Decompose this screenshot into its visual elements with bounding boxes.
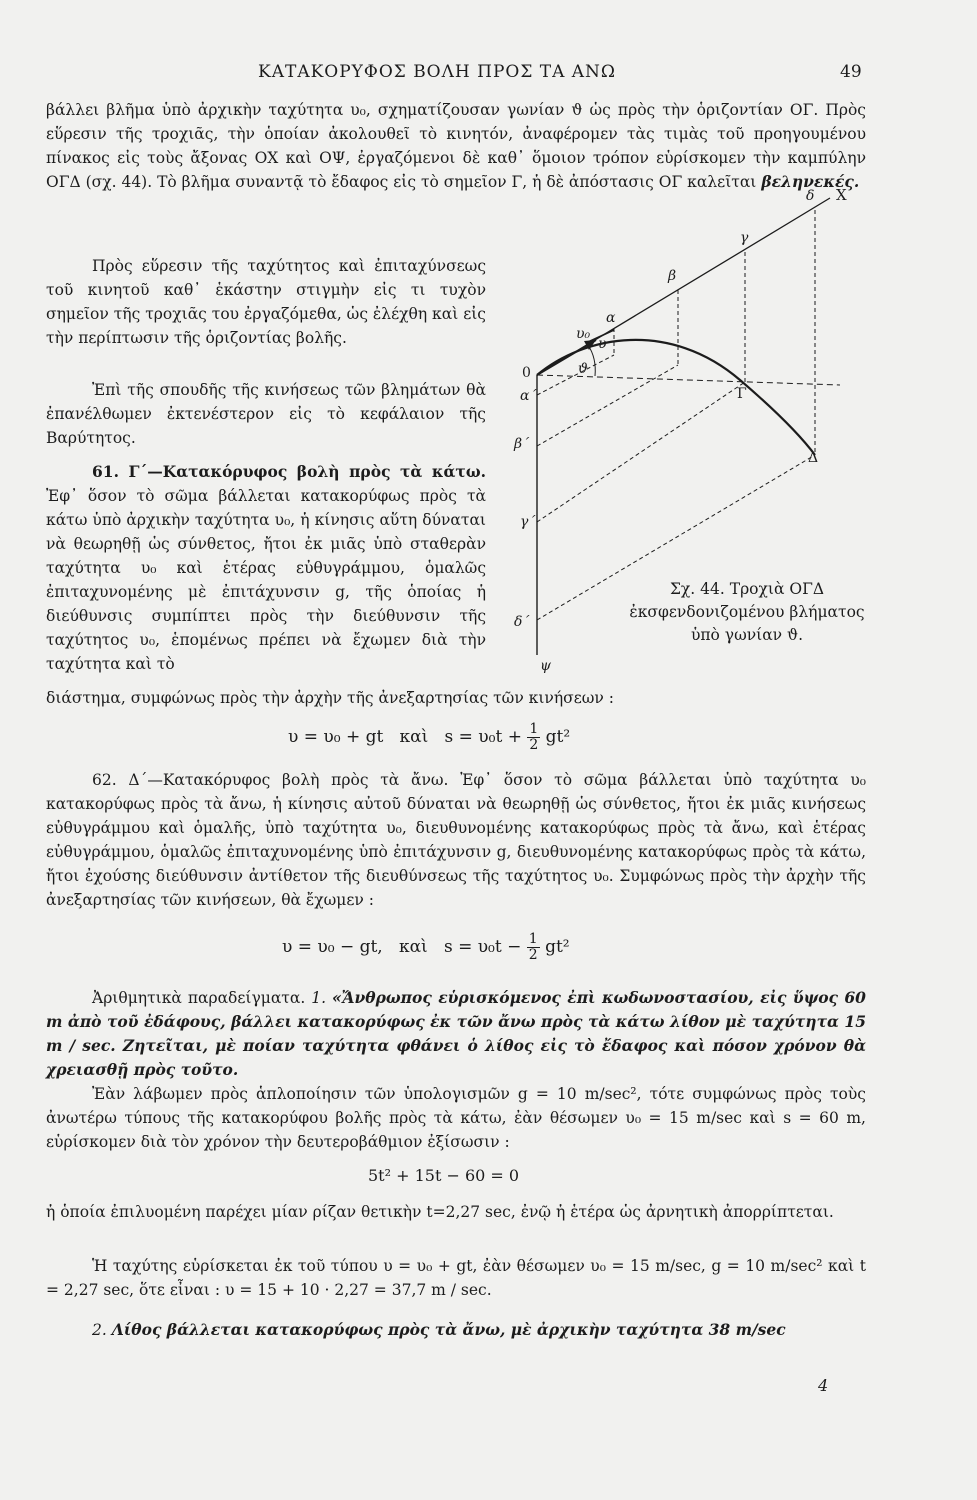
examples-lead: Ἀριθμητικὰ παραδείγματα. xyxy=(92,989,306,1007)
page-header xyxy=(0,62,977,90)
label-beta: β xyxy=(668,268,677,284)
formula-downward: υ = υ₀ + gt καὶ s = υ₀t + $\frac{1}{2}$ gt² xyxy=(288,721,571,753)
example-1-root: ἡ ὁποία ἐπιλυομένη παρέχει μίαν ρίζαν θετικὴν t=2,27 sec, ἐνῷ ἡ ἑτέρα ὡς ἀρνητικὴ ἀπορρίπτεται. xyxy=(46,1203,834,1221)
label-alpha: α xyxy=(606,310,616,326)
example-2-problem: Λίθος βάλλεται κατακορύφως πρὸς τὰ ἄνω, μὲ ἀρχικὴν ταχύτητα 38 m/sec xyxy=(111,1320,786,1339)
section-61 xyxy=(46,460,486,676)
example-1: Ἀριθμητικὰ παραδείγματα. 1. «Ἄνθρωπος εὑρισκόμενος ἐπὶ κωδωνοστασίου, εἰς ὕψος 60 m ἀπὸ τοῦ ἐδάφους, βάλλει κατακορύφως ἐκ τῶν ἄνω πρὸς τὰ κάτω λίθον μὲ ταχύτητα 15 m / sec. Ζητεῖται, μὲ ποίαν ταχύτητα φθάνει ὁ λίθος εἰς τὸ ἔδαφος καὶ πόσον χρόνον θὰ χρειασθῇ πρὸς τοῦτο. xyxy=(46,988,866,1079)
paragraph-projectiles: Ἐπὶ τῆς σπουδῆς τῆς κινήσεως τῶν βλημάτων θὰ ἐπανέλθωμεν ἐκτενέστερον εἰς τὸ κεφάλαιον τῆς Βαρύτητος. xyxy=(46,381,486,447)
section-61-continuation: διάστημα, συμφώνως πρὸς τὴν ἀρχὴν τῆς ἀνεξαρτησίας τῶν κινήσεων : xyxy=(46,689,614,707)
figure-44-caption: Σχ. 44. Τροχιὰ ΟΓΔ ἐκσφενδονιζομένου βλήματος ὑπὸ γωνίαν ϑ. xyxy=(629,580,865,644)
label-psi: ψ xyxy=(540,658,551,674)
example-1-problem: «Ἄνθρωπος εὑρισκόμενος ἐπὶ κωδωνοστασίου, εἰς ὕψος 60 m ἀπὸ τοῦ ἐδάφους, βάλλει κατακορύφως ἐκ τῶν ἄνω πρὸς τὰ κάτω λίθον μὲ ταχύτητα 15 m / sec. Ζητεῖται, μὲ ποίαν ταχύτητα φθάνει ὁ λίθος εἰς τὸ ἔδαφος καὶ πόσον χρόνον θὰ χρειασθῇ πρὸς τοῦτο. xyxy=(46,988,866,1079)
paragraph-velocity: Πρὸς εὕρεσιν τῆς ταχύτητος καὶ ἐπιταχύνσεως τοῦ κινητοῦ καθ᾽ ἑκάστην στιγμὴν εἰς τι τυχὸν σημεῖον τῆς τροχιᾶς του ἐργαζόμεθα, ὡς ἐλέχθη καὶ εἰς τὴν περίπτωσιν τῆς ὁριζοντίας βολῆς. xyxy=(46,257,486,347)
label-v0: υ₀ xyxy=(576,326,591,342)
section-61-text: Ἐφ᾽ ὅσον τὸ σῶμα βάλλεται κατακορύφως πρὸς τὰ κάτω ὑπὸ ἀρχικὴν ταχύτητα υ₀, ἡ κίνησις αὕτη δύναται νὰ θεωρηθῇ ὡς σύνθετος, ἤτοι ἐκ μιᾶς ὑπὸ σταθερὰν ταχύτητα υ₀ καὶ ἑτέρας εὐθυγράμμου, ὁμαλῶς ἐπιταχυνομένης μὲ ἐπιτάχυνσιν g, τῆς ὁποίας ἡ διεύθυνσις συμπίπτει πρὸς τὴν διεύθυνσιν τῆς ταχύτητος υ₀, ἑπομένως πρέπει νὰ ἔχωμεν διὰ τὴν ταχύτητα καὶ τὸ xyxy=(46,487,486,673)
label-v: υ xyxy=(598,336,607,352)
trajectory-curve xyxy=(537,340,815,455)
label-O: 0 xyxy=(522,365,531,381)
section-62-heading: 62. Δ΄—Κατακόρυφος βολὴ πρὸς τὰ ἄνω. xyxy=(92,771,449,789)
label-theta: ϑ xyxy=(578,361,589,377)
label-beta-prime: β΄ xyxy=(514,436,530,452)
formula-upward: υ = υ₀ − gt, καὶ s = υ₀t − $\frac{1}{2}$ gt² xyxy=(282,931,570,963)
example-1-speed: Ἡ ταχύτης εὑρίσκεται ἐκ τοῦ τύπου υ = υ₀ + gt, ἐὰν θέσωμεν υ₀ = 15 m/sec, g = 10 m/sec² καὶ t = 2,27 sec, ὅτε εἶναι : υ = 15 + 10 · 2,27 = 37,7 m / sec. xyxy=(46,1257,866,1299)
section-61-heading: 61. Γ΄—Κατακόρυφος βολὴ πρὸς τὰ κάτω. xyxy=(92,462,486,481)
page-number: 49 xyxy=(840,62,862,82)
term-range: βεληνεκές. xyxy=(761,172,860,191)
label-delta: δ xyxy=(806,188,815,204)
section-62-text: Ἐφ᾽ ὅσον τὸ σῶμα βάλλεται ὑπὸ ταχύτητα υ₀ κατακορύφως πρὸς τὰ ἄνω, ἡ κίνησις αὐτοῦ δύναται νὰ θεωρηθῇ ὡς σύνθετος, ἤτοι ἐκ μιᾶς κινήσεως εὐθυγράμμου καὶ ὁμαλῆς, ὑπὸ ταχύτητα υ₀, διευθυνομένης κατακορύφως πρὸς τὰ ἄνω, καὶ ἑτέρας εὐθυγράμμου, ὁμαλῶς ἐπιταχυνομένης ὑπὸ ἐπιτάχυνσιν g, διευθυνομένης κατακορύφως πρὸς τὰ κάτω, ἤτοι ἐχούσης διεύθυνσιν ἀντίθετον τῆς διευθύνσεως τῆς ταχύτητος υ₀. Συμφώνως πρὸς τὴν ἀρχὴν τῆς ἀνεξαρτησίας τῶν κινήσεων, θὰ ἔχωμεν : xyxy=(46,771,866,909)
label-delta-prime: δ΄ xyxy=(514,614,530,630)
example-2: 2. Λίθος βάλλεται κατακορύφως πρὸς τὰ ἄνω, μὲ ἀρχικὴν ταχύτητα 38 m/sec xyxy=(92,1320,786,1339)
label-X: Χ xyxy=(836,186,847,204)
running-title: ΚΑΤΑΚΟΡΥΦΟΣ ΒΟΛΗ ΠΡΟΣ ΤΑ ΑΝΩ xyxy=(258,62,617,82)
quadratic-equation: 5t² + 15t − 60 = 0 xyxy=(368,1166,520,1185)
example-1-solution: Ἐὰν λάβωμεν πρὸς ἁπλοποίησιν τῶν ὑπολογισμῶν g = 10 m/sec², τότε συμφώνως πρὸς τοὺς ἀνωτέρω τύπους τῆς κατακορύφου βολῆς πρὸς τὰ κάτω, ἐὰν θέσωμεν υ₀ = 15 m/sec καὶ s = 60 m, εὑρίσκομεν διὰ τὸν χρόνον τὴν δευτεροβάθμιον ἐξίσωσιν : xyxy=(46,1085,866,1151)
section-62 xyxy=(46,768,866,912)
label-alpha-prime: α΄ xyxy=(520,388,537,404)
signature-mark: 4 xyxy=(818,1376,829,1395)
label-gamma-prime: γ΄ xyxy=(520,514,536,530)
diag-gamma xyxy=(537,382,745,522)
intro-text: βάλλει βλῆμα ὑπὸ ἀρχικὴν ταχύτητα υ₀, σχηματίζουσαν γωνίαν ϑ ὡς πρὸς τὴν ὁριζοντίαν ΟΓ. Πρὸς εὕρεσιν τῆς τροχιᾶς, τὴν ὁποίαν ἀκολουθεῖ τὸ κινητόν, ἀναφέρομεν τὰς τιμὰς τοῦ προηγουμένου πίνακος εἰς τοὺς ἄξονας ΟΧ καὶ ΟΨ, ἐργαζόμενοι δὲ καθ᾽ ὅμοιον τρόπον εὑρίσκομεν τὴν καμπύλην ΟΓΔ (σχ. 44). Τὸ βλῆμα συναντᾷ τὸ ἔδαφος εἰς τὸ σημεῖον Γ, ἡ δὲ ἀπόστασις ΟΓ καλεῖται xyxy=(46,101,866,191)
label-Delta: Δ xyxy=(808,450,819,466)
label-Gamma: Γ xyxy=(737,386,747,402)
label-gamma: γ xyxy=(740,230,749,246)
